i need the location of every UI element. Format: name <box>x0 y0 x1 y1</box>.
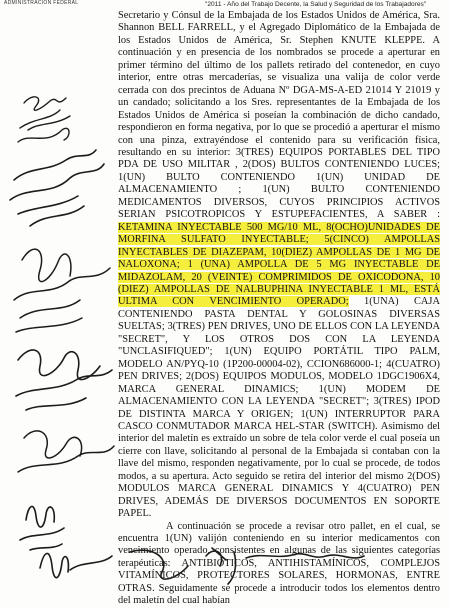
year-motto-header: "2011 - Año del Trabajo Decente, la Salud y Seguridad de los Trabajadores" <box>205 1 427 8</box>
signature-4 <box>16 350 112 410</box>
highlighted-drug-list: KETAMINA INYECTABLE 500 MG/10 ML, 8(OCHO)UNIDADES DE MORFINA SULFATO INYECTABLE; 5(CINCO) AMPOLLAS INYECTABLES DE DIAZEPAM, 10(DIEZ) AMPOLLAS DE 1 MG DE NALOXONA; 1 (UNA) AMPOLLA DE 5 MG INYECTABLE DE MIDAZOLAM, 20 (VEINTE) COMPRIMIDOS DE OXICODONA, 10 (DIEZ) AMPOLLAS DE NALBUPHINA INYECTABLE 1 ML, ESTÁ ULTIMA CON VENCIMIENTO OPERADO; <box>118 221 440 308</box>
signature-2 <box>10 150 104 226</box>
signature-5 <box>18 431 114 472</box>
signature-3 <box>14 249 110 332</box>
agency-header: ADMINISTRACION FEDERAL <box>4 0 79 6</box>
signature-7 <box>40 548 364 584</box>
paragraph-2: A continuación se procede a revisar otro pallet, en el cual, se encuentra 1(UN) valijón conteniendo en su interior medicamentos con vencimiento operado, consistentes en algunas de las siguientes categorías terapéuticas: ANTIBIÓTICOS, ANTIHISTAMÍNICOS, COMPLEJOS VITAMÍNICOS, PROTECTORES SOLARES, HORMONAS, ENTRE OTRAS. Seguidamente se procede a introducir todos los elementos dentro del maletín del cual habían <box>118 520 440 607</box>
paragraph-1-end: 1(UNA) CAJA CONTENIENDO PASTA DENTAL Y GOLOSINAS DIVERSAS SUELTAS; 3(TRES) PEN DRIVES, UNO DE ELLOS CON LA LEYENDA "SECRET", Y LOS OTROS DOS CON LA LEYENDA "UNCLASIFIQUED"; 1(UN) EQUIPO PORTÁTIL TIPO PALM, MODELO AN/PYQ-10 (1P200-00004-02), CCION686000-1; 4(CUATRO) PEN DRIVES; 2(DOS) EQUIPOS MODULOS, MODELO 1DGC1906X4, MARCA GENERAL DINAMICS; 1(UN) MODEM DE ALMACENAMIENTO CON LA LEYENDA "SECRET"; 3(TRES) IPOD DE DISTINTA MARCA Y ORIGEN; 1(UN) INTERRUPTOR PARA CASCO CONMUTADOR MARCA HEL-STAR (SWITCH). Asimismo del interior del maletín es extraído un sobre de tela color verde el cual poseía un cierre con llave, solicitando al personal de la Embajada si contaban con la llave del mismo, responden negativamente, por lo cual se procede, de todos modos, a su apertura. Acto seguido se retira del interior del mismo 2(DOS) MODULOS MARCA GENERAL DINAMICS Y 4(CUATRO) PEN DRIVES, ADEMÁS DE DIVERSOS DOCUMENTOS EN SOPORTE PAPEL. <box>118 296 440 520</box>
paragraph-1-start: Secretario y Cónsul de la Embajada de los Estados Unidos de América, Sra. Shannon BELL FARRELL, y el Agregado Diplomático de la Embajada de los Estados Unidos de América, Sr. Stephen KNUTE KLEPPE. A continuación y en presencia de los nombrados se procede a aperturar en primer término del último de los pallets retirado del contenedor, en cuyo interior, entre otras mercaderías, se visualiza una valija de color verde cerrada con dos precintos de Aduana Nº DGA-MS-A-ED 21014 Y 21019 y un candado; solicitando a los Sres. representantes de la Embajada de los Estados Unidos de América si poseían la combinación de dicho candado, respondieron en forma negativa, por lo que se procedió a aperturar el mismo con una pinza, extrayéndose el contenido para su verificación física, resultando en su interior: 3(TRES) EQUIPOS PORTABLES DEL TIPO PDA DE USO MILITAR , 2(DOS) BULTOS CONTENIENDO LUCES; 1(UN) BULTO CONTENIENDO 1(UN) UNIDAD DE ALMACENAMIENTO ; 1(UN) BULTO CONTENIENDO MEDICAMENTOS DIVERSOS, CUYOS PRINCIPIOS ACTIVOS SERIAN PSICOTROPICOS Y ESTUPEFACIENTES, A SABER : <box>118 10 440 221</box>
signature-6 <box>20 506 64 550</box>
signature-1 <box>18 97 70 142</box>
